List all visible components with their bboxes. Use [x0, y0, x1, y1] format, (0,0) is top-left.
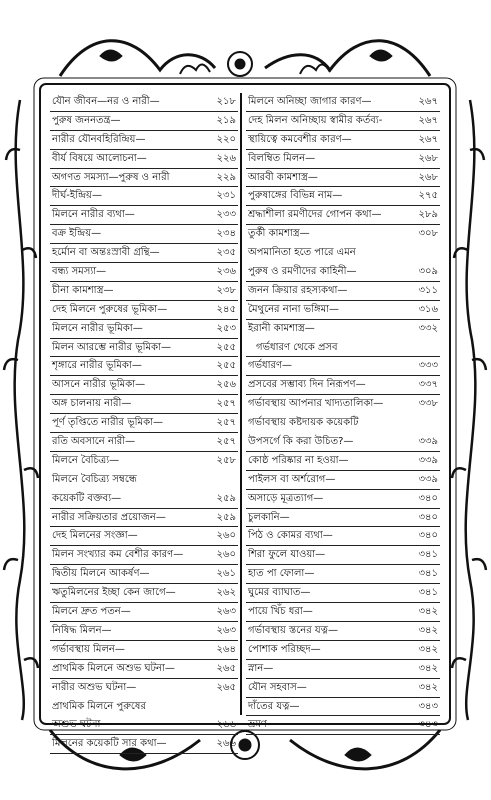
toc-entry-title: হর্মোন বা অন্তঃস্রাবী গ্রন্থি— [52, 247, 160, 259]
toc-entry-page: ৩৪২ [418, 662, 438, 674]
toc-entry-page: ২৬৪ [216, 643, 236, 655]
toc-entry-title: পুরুষাঙ্গের বিভিন্ন নাম— [248, 190, 343, 202]
toc-entry-page: ২৬১ [216, 568, 236, 580]
toc-entry [50, 452, 238, 471]
toc-entry-title: পূর্ণ তৃপ্তিতে নারীর ভূমিকা— [52, 417, 163, 429]
toc-entry [246, 527, 440, 546]
toc-entry-page: ২৫৭ [216, 417, 236, 429]
toc-entry-page: ৩৪২ [418, 643, 438, 655]
toc-entry [246, 301, 440, 320]
toc-entry [50, 150, 238, 169]
toc-entry [246, 395, 440, 414]
toc-entry [246, 452, 440, 471]
toc-entry-title: কয়েকটি বক্তব্য— [52, 492, 122, 504]
toc-entry-page: ২৬৬ [216, 719, 236, 731]
toc-entry [50, 225, 238, 244]
toc-entry-title: অগণত সমস্যা—পুরুষ ও নারী [52, 171, 170, 183]
toc-entry-title: মিলনে দ্রুত পতন— [52, 606, 131, 618]
toc-entry-page: ৩৪৩ [418, 700, 438, 712]
toc-entry-page: ৩১৬ [418, 303, 438, 315]
toc-entry-title: জনন ক্রিয়ার রহস্যকথা— [248, 284, 348, 296]
toc-entry-title: দাঁতের যত্ন— [248, 700, 300, 712]
toc-entry-title: গর্ভাবস্থায় আপনার খাদ্যতালিকা— [248, 398, 384, 410]
toc-entry-title: বীর্য বিষয়ে আলোচনা— [52, 152, 147, 164]
toc-entry-page: ২৫৫ [216, 341, 236, 353]
toc-entry [246, 187, 440, 206]
toc-entry [50, 698, 238, 717]
toc-entry-title: প্রাথমিক মিলনে অশুভ ঘটনা— [52, 662, 175, 674]
toc-entry-page: ২৩৬ [216, 266, 236, 278]
toc-entry-page: ২৬৬ [216, 738, 236, 750]
toc-entry-page: ২৭৫ [418, 190, 438, 202]
column-divider [240, 93, 242, 715]
toc-entry-title: পাইলস বা অর্শরোগ— [248, 473, 336, 485]
toc-entry-title: আরবী কামশাস্ত্র— [248, 171, 318, 183]
toc-entry [246, 225, 440, 244]
toc-entry-title: পুরুষ জননতন্ত্র— [52, 114, 121, 126]
toc-entry-page: ২৫৩ [216, 322, 236, 334]
toc-entry [246, 263, 440, 282]
toc-entry-title: মিলন আরম্ভে নারীর ভূমিকা— [52, 341, 171, 353]
toc-entry-title: মিলন সংখ্যার কম বেশীর কারণ— [52, 549, 184, 561]
toc-entry [246, 660, 440, 679]
toc-entry-title: আসনে নারীর ভূমিকা— [52, 379, 146, 391]
toc-entry-page: ৩১১ [418, 284, 438, 296]
toc-entry [246, 679, 440, 698]
toc-entry-title: উপসর্গে কি করা উচিত?— [248, 436, 354, 448]
toc-entry-page: ২৩৩ [216, 209, 236, 221]
toc-entry-page: ২৬৩ [216, 624, 236, 636]
toc-entry [246, 584, 440, 603]
toc-entry [246, 169, 440, 188]
toc-entry-title: বিলম্বিত মিলন— [248, 152, 316, 164]
toc-entry-page: ৩৩৮ [418, 398, 438, 410]
toc-entry-page: ২৬৮ [418, 171, 438, 183]
toc-entry-title: নারীর সক্রিয়তার প্রয়োজন— [52, 511, 166, 523]
toc-entry-title: ভ্রমণ— [248, 719, 277, 731]
toc-entry [50, 660, 238, 679]
toc-entry-page: ২২০ [216, 133, 236, 145]
toc-entry-title: গর্ভাবস্থায় মিলন— [52, 643, 125, 655]
toc-entry-title: যৌন সহবাস— [248, 681, 307, 693]
toc-entry [50, 301, 238, 320]
toc-entry-title: মৈথুনের নানা ভঙ্গিমা— [248, 303, 340, 315]
toc-entry [246, 641, 440, 660]
toc-entry-title: ইরানী কামশাস্ত্র— [248, 322, 315, 334]
toc-entry [50, 603, 238, 622]
top-ornament [60, 41, 430, 76]
toc-entry [50, 527, 238, 546]
toc-entry [246, 565, 440, 584]
toc-entry-page: ৩৪২ [418, 681, 438, 693]
toc-entry [246, 603, 440, 622]
toc-entry-page: ২৩৮ [216, 284, 236, 296]
toc-entry-title: দেহ মিলনের সংজ্ঞা— [52, 530, 138, 542]
toc-entry-page: ২৩৪ [216, 228, 236, 240]
toc-entry-page: ২৪৫ [216, 303, 236, 315]
toc-entry-page: ২৩১ [216, 190, 236, 202]
toc-entry-title: পায়ে খিঁচ ধরা— [248, 606, 313, 618]
toc-entry [246, 282, 440, 301]
toc-entry-page: ২৬০ [216, 549, 236, 561]
toc-entry-page: ৩০৯ [418, 266, 438, 278]
toc-entry-title: গর্ভাবস্থায় কষ্টদায়ক কয়েকটি [248, 417, 359, 429]
toc-entry-title: অপমানিতা হতে পারে এমন [248, 247, 356, 259]
toc-entry-title: দ্বিতীয় মিলনে আকর্ষণ— [52, 568, 150, 580]
toc-entry-title: বন্ধ্য সমস্যা— [52, 266, 107, 278]
toc-entry-title: মিলনে নারীর ভূমিকা— [52, 322, 143, 334]
toc-entry-page: ২৫৯ [216, 492, 236, 504]
toc-entry [246, 339, 440, 358]
toc-entry [246, 376, 440, 395]
toc-entry-title: নারীর যৌনবহিরিন্দ্রিয়— [52, 133, 146, 145]
toc-entry-title: নারীর অশুভ ঘটনা— [52, 681, 137, 693]
toc-entry [246, 414, 440, 433]
toc-entry [246, 150, 440, 169]
toc-entry [246, 320, 440, 339]
toc-entry-title: গর্ভধারণ— [248, 360, 293, 372]
toc-entry-page: ৩০৮ [418, 228, 438, 240]
toc-entry [50, 339, 238, 358]
toc-entry-title: গর্ভাবস্থায় স্তনের যত্ন— [248, 624, 339, 636]
toc-entry-title: শ্রদ্ধাশীলা রমণীদের গোপন কথা— [248, 209, 382, 221]
toc-entry-page: ৩৪০ [418, 492, 438, 504]
toc-entry-title: অঙ্গ চালনায় নারী— [52, 398, 132, 410]
toc-entry [246, 716, 440, 735]
toc-entry-page: ৩৩৭ [418, 379, 438, 391]
toc-entry-page: ২৬৩ [216, 606, 236, 618]
toc-entry [50, 187, 238, 206]
toc-entry-page: ২৬৫ [216, 681, 236, 693]
toc-entry-page: ২৫৮ [216, 454, 236, 466]
toc-entry-page: ৩৩৩ [418, 360, 438, 372]
toc-entry-title: পিঠ ও কোমর ব্যথা— [248, 530, 333, 542]
toc-entry-title: স্থায়িত্বে কমবেশীর কারণ— [248, 133, 352, 145]
toc-entry [50, 509, 238, 528]
toc-entry [50, 263, 238, 282]
toc-entry [50, 679, 238, 698]
toc-entry [50, 206, 238, 225]
toc-entry-title: পোশাক পরিচ্ছদ— [248, 643, 321, 655]
toc-entry [246, 357, 440, 376]
toc-entry-page: ৩৩৯ [418, 473, 438, 485]
toc-entry-title: ঋতুমিলনের ইচ্ছা কেন জাগে— [52, 587, 176, 599]
toc-entry-page: ৩৪২ [418, 624, 438, 636]
toc-entry [50, 584, 238, 603]
toc-entry [246, 131, 440, 150]
toc-entry-title: প্রসবের সম্ভাব্য দিন নিরূপণ— [248, 379, 366, 391]
toc-entry-page: ২৬৮ [418, 152, 438, 164]
toc-entry-title: মিলনে অনিচ্ছা জাগার কারণ— [248, 96, 372, 107]
toc-entry-page: ২১৯ [216, 114, 236, 126]
toc-entry-page: ২৮৯ [418, 209, 438, 221]
toc-entry-page: ৩৪০ [418, 511, 438, 523]
toc-entry-page: ৩৩৯ [418, 436, 438, 448]
toc-entry-title: ঘুমের ব্যাঘাত— [248, 587, 311, 599]
toc-entry-title: দেহ মিলনে পুরুষের ভূমিকা— [52, 303, 168, 315]
toc-entry-title: তুর্কী কামশাস্ত্র— [248, 228, 310, 240]
toc-entry-page: ২১৮ [216, 96, 236, 107]
toc-entry [50, 565, 238, 584]
toc-entry [50, 357, 238, 376]
toc-entry-page: ২৫৯ [216, 511, 236, 523]
left-vine [4, 100, 38, 720]
toc-entry-title: অশুভ ঘটনা— [52, 719, 111, 731]
toc-entry-title: চুলকানি— [248, 511, 290, 523]
toc-entry-page: ৩৩২ [418, 322, 438, 334]
toc-entry-page: ২৩৫ [216, 247, 236, 259]
toc-entry-page: ২৬৭ [418, 133, 438, 145]
toc-entry-title: গর্ভধারণ থেকে প্রসব [256, 341, 338, 353]
toc-entry-title: স্নান— [248, 662, 274, 674]
toc-entry [246, 546, 440, 565]
toc-entry-page: ২৫৭ [216, 436, 236, 448]
toc-entry-title: শৃঙ্গারে নারীর ভূমিকা— [52, 360, 142, 372]
toc-entry [50, 622, 238, 641]
toc-entry-page: ৩৪১ [418, 568, 438, 580]
toc-entry-title: নিষিদ্ধ মিলন— [52, 624, 112, 636]
toc-entry [50, 414, 238, 433]
table-of-contents [50, 93, 440, 750]
toc-entry-page: ২৬৭ [418, 114, 438, 126]
toc-entry-page: ৩৪২ [418, 606, 438, 618]
toc-entry [50, 433, 238, 452]
toc-entry-title: অসাড়ে মূত্রত্যাগ— [248, 492, 324, 504]
toc-entry [50, 376, 238, 395]
toc-entry-page: ২৬৫ [216, 662, 236, 674]
toc-entry-page: ২৬২ [216, 587, 236, 599]
toc-entry-page: ২৫৬ [216, 379, 236, 391]
toc-entry [246, 471, 440, 490]
toc-entry [246, 698, 440, 717]
toc-entry-title: কোষ্ঠ পরিষ্কার না হওয়া— [248, 454, 349, 466]
toc-entry-page: ২৬০ [216, 530, 236, 542]
toc-entry-page: ৩৪৩ [418, 719, 438, 731]
toc-entry-page: ২২৬ [216, 152, 236, 164]
toc-entry-page: ২৫৭ [216, 398, 236, 410]
toc-entry-title: পুরুষ ও রমণীদের কাহিনী— [248, 266, 357, 278]
toc-entry-title: শিরা ফুলে যাওয়া— [248, 549, 326, 561]
toc-entry-page: ২৫৫ [216, 360, 236, 372]
toc-entry-title: যৌন জীবন—নর ও নারী— [52, 96, 160, 107]
toc-entry [50, 716, 238, 735]
toc-entry-title: রতি অবসানে নারী— [52, 436, 136, 448]
toc-entry-title: হাত পা ফোলা— [248, 568, 315, 580]
toc-entry-title: মিলনের কয়েকটি সার কথা— [52, 738, 167, 750]
toc-entry [50, 641, 238, 660]
toc-entry [50, 471, 238, 490]
toc-entry-title: চীনা কামশাস্ত্র— [52, 284, 114, 296]
toc-entry [246, 206, 440, 225]
toc-entry-page: ২২৯ [216, 171, 236, 183]
toc-entry-page: ২৬৭ [418, 96, 438, 107]
toc-entry [50, 131, 238, 150]
toc-entry-title: মিলনে নারীর ব্যথা— [52, 209, 135, 221]
toc-entry [50, 93, 238, 112]
toc-right-column [246, 93, 440, 735]
toc-entry [50, 320, 238, 339]
toc-entry-page: ৩৪০ [418, 530, 438, 542]
toc-entry [50, 490, 238, 509]
toc-entry-title: মিলনে বৈচিত্র্য সম্বন্ধে [52, 473, 137, 485]
toc-entry [246, 622, 440, 641]
toc-entry [50, 546, 238, 565]
toc-entry-title: দেহ মিলন অনিচ্ছায় স্বামীর কর্তব্য- [248, 114, 383, 126]
toc-entry [50, 112, 238, 131]
toc-entry [50, 735, 238, 754]
toc-entry-title: বক্র ইন্দ্রিয়— [52, 228, 102, 240]
toc-entry [246, 509, 440, 528]
toc-left-column [50, 93, 238, 754]
toc-entry-title: দীর্ঘ-ইন্দ্রিয়— [52, 190, 102, 202]
toc-entry-title: মিলনে বৈচিত্র্য— [52, 454, 120, 466]
toc-entry-page: ৩৪১ [418, 549, 438, 561]
toc-entry [50, 282, 238, 301]
toc-entry-page: ৩৪১ [418, 587, 438, 599]
toc-entry [246, 93, 440, 112]
toc-entry [246, 244, 440, 263]
toc-entry-title: প্রাথমিক মিলনে পুরুষের [52, 700, 146, 712]
right-vine [452, 100, 486, 720]
toc-entry [246, 112, 440, 131]
toc-entry [246, 490, 440, 509]
toc-entry [246, 433, 440, 452]
toc-entry-page: ৩৩৯ [418, 454, 438, 466]
toc-entry [50, 244, 238, 263]
toc-entry [50, 395, 238, 414]
toc-entry [50, 169, 238, 188]
